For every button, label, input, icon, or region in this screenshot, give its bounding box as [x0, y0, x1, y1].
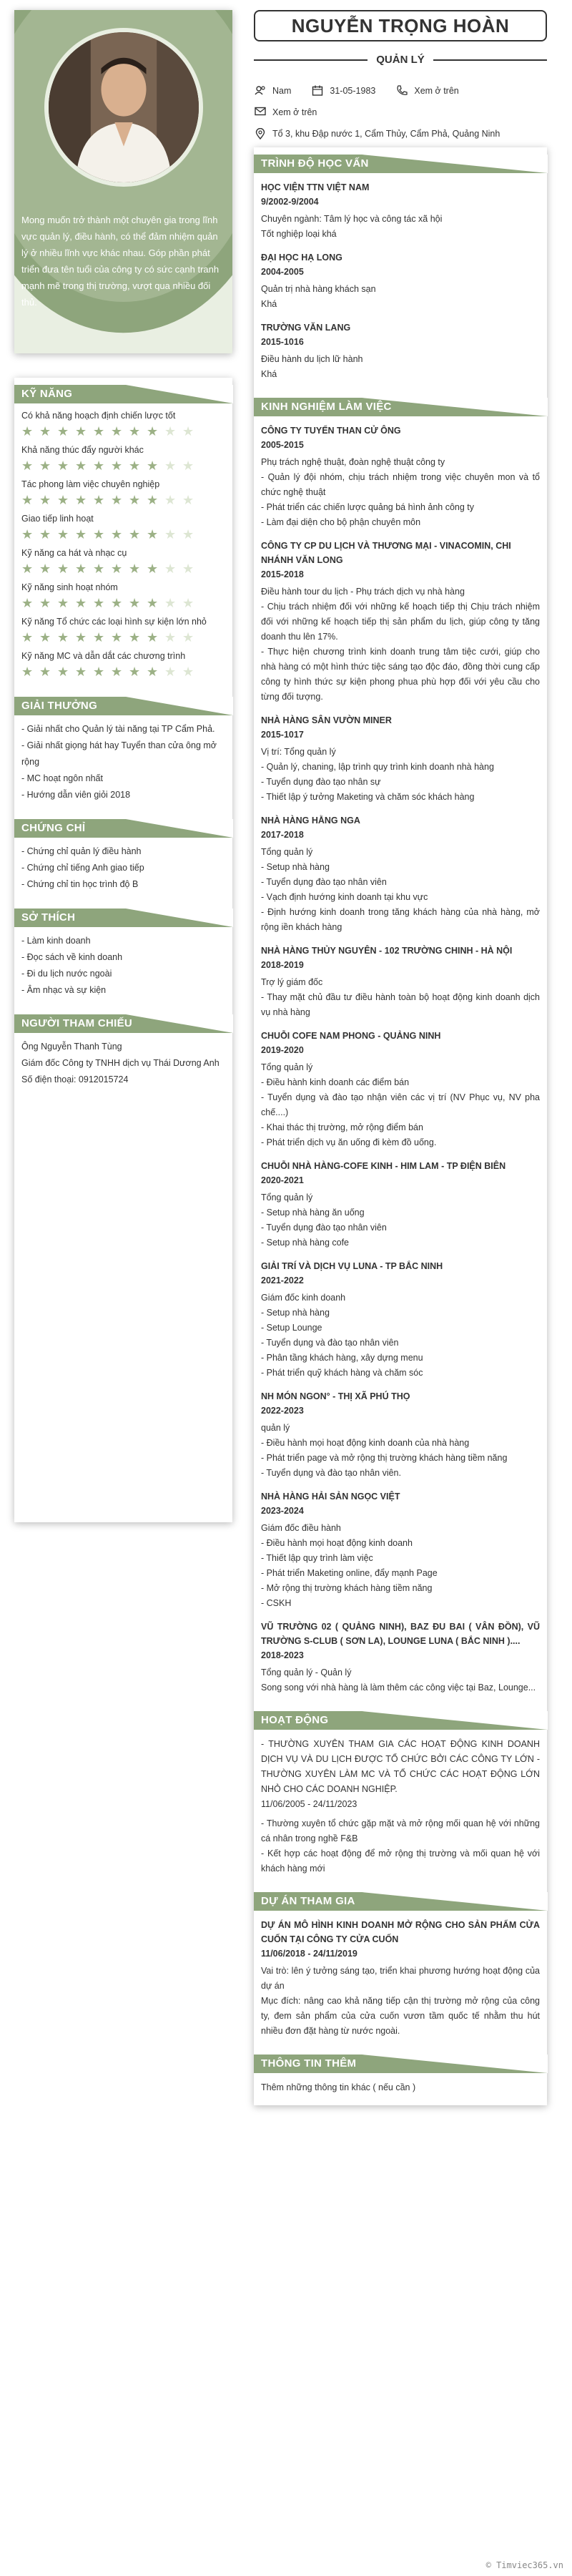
contact-row [254, 104, 547, 120]
certificate-item: - Chứng chỉ tiếng Anh giao tiếp [21, 863, 144, 873]
company-name: NHÀ HÀNG SÂN VƯỜN MINER [261, 715, 392, 725]
star-icon: ★ [182, 665, 194, 679]
star-icon: ★ [129, 459, 141, 473]
hobby-item: - Làm kinh doanh [21, 936, 91, 946]
experience-item [261, 1389, 540, 1481]
star-icon: ★ [57, 562, 69, 576]
job-detail: Vị trí: Tổng quản lý [261, 747, 336, 757]
activity-item: - Thường xuyên tổ chức gặp mặt và mở rộng mối quan hệ với những cá nhân trong nghề F&B [261, 1818, 540, 1843]
job-detail: Giám đốc kinh doanh [261, 1293, 346, 1303]
star-icon: ★ [129, 562, 141, 576]
school-period: 2004-2005 [261, 267, 304, 277]
star-icon: ★ [129, 424, 141, 439]
job-detail: Trợ lý giám đốc [261, 977, 323, 987]
skill-name: Kỹ năng ca hát và nhạc cụ [21, 548, 127, 558]
certificate-item: - Chứng chỉ quản lý điều hành [21, 846, 142, 856]
skills-heading: KỸ NĂNG [14, 385, 232, 403]
contact-row [254, 83, 547, 99]
skill-name: Tác phong làm việc chuyên nghiệp [21, 479, 160, 489]
star-icon: ★ [147, 596, 159, 610]
activity-item: - Kết hợp các hoạt động để mở rộng thị trường và mối quan hệ với khách hàng mới [261, 1848, 540, 1874]
star-icon: ★ [111, 562, 123, 576]
star-icon: ★ [93, 562, 105, 576]
job-detail: - Điều hành mọi hoạt động kinh doanh [261, 1538, 413, 1548]
reference-phone: Số điện thoại: 0912015724 [21, 1074, 129, 1084]
career-objective: Mong muốn trở thành một chuyên gia trong lĩnh vực quản lý, điều hành, có thể đảm nhiệm quản lý ở nhiều lĩnh vực khác nhau. Góp phần phát triển đưa tên tuổi của công ty có sức cạnh tranh mạnh mẽ trong thị trường, vượt qua nhiều đối thủ. [21, 215, 220, 308]
company-name: NH MÓN NGON° - THỊ XÃ PHÚ THỌ [261, 1391, 410, 1401]
star-icon: ★ [21, 665, 34, 679]
experience-item [261, 1489, 540, 1611]
project-name: DỰ ÁN MÔ HÌNH KINH DOANH MỞ RỘNG CHO SẢN PHẨM CỬA CUỐN TẠI CÔNG TY CỬA CUỐN [261, 1920, 540, 1944]
skill-name: Giao tiếp linh hoạt [21, 514, 94, 524]
hobby-item: - Đi du lịch nước ngoài [21, 969, 112, 979]
star-icon: ★ [164, 493, 177, 507]
profile-card [14, 10, 232, 353]
star-icon: ★ [75, 459, 87, 473]
school-name: ĐẠI HỌC HẠ LONG [261, 253, 342, 263]
star-icon: ★ [39, 527, 51, 542]
company-name: CHUỖI COFE NAM PHONG - QUẢNG NINH [261, 1031, 441, 1041]
awards-heading: GIẢI THƯỞNG [14, 697, 232, 715]
company-name: CÔNG TY TUYỂN THAN CỬ ÔNG [261, 426, 401, 436]
star-icon: ★ [164, 596, 177, 610]
company-name: CÔNG TY CP DU LỊCH VÀ THƯƠNG MẠI - VINACOMIN, CHI NHÁNH VĂN LONG [261, 541, 511, 565]
star-icon: ★ [182, 424, 194, 439]
star-icon: ★ [57, 665, 69, 679]
school-detail: Tốt nghiệp loại khá [261, 229, 337, 239]
job-detail: Phụ trách nghệ thuật, đoàn nghệ thuật công ty [261, 457, 445, 467]
skill-name: Khả năng thúc đẩy người khác [21, 445, 144, 455]
job-period: 2005-2015 [261, 440, 304, 450]
star-icon: ★ [39, 630, 51, 645]
star-icon: ★ [57, 493, 69, 507]
job-period: 2017-2018 [261, 830, 304, 840]
skill-name: Kỹ năng sinh hoạt nhóm [21, 582, 118, 592]
job-detail: - Phát triển các chiến lược quảng bá hình ảnh công ty [261, 502, 474, 512]
star-icon: ★ [93, 459, 105, 473]
star-icon: ★ [39, 424, 51, 439]
experience-heading: KINH NGHIỆM LÀM VIỆC [254, 398, 547, 416]
company-name: NHÀ HÀNG HẢI SẢN NGỌC VIỆT [261, 1492, 400, 1502]
job-detail: - Phân tầng khách hàng, xây dựng menu [261, 1353, 423, 1363]
star-icon: ★ [75, 493, 87, 507]
star-icon: ★ [57, 630, 69, 645]
address-value: Tổ 3, khu Đập nước 1, Cẩm Thủy, Cẩm Phả, Quảng Ninh [272, 129, 500, 139]
additional-heading: THÔNG TIN THÊM [254, 2055, 547, 2073]
star-icon: ★ [21, 596, 34, 610]
hobby-item: - Đọc sách về kinh doanh [21, 952, 123, 962]
job-detail: - Tuyển dụng và đào tạo nhận viên các vị trí (NV Phục vụ, NV pha chế....) [261, 1092, 540, 1117]
star-icon: ★ [111, 424, 123, 439]
school-period: 9/2002-9/2004 [261, 197, 319, 207]
job-detail: - Làm đại diện cho bộ phận chuyên môn [261, 517, 421, 527]
star-icon: ★ [39, 596, 51, 610]
star-icon: ★ [164, 459, 177, 473]
watermark: © Timviec365.vn [485, 2560, 563, 2570]
skill-rating [21, 631, 225, 644]
activity-period: 11/06/2005 - 24/11/2023 [261, 1799, 358, 1809]
education-heading: TRÌNH ĐỘ HỌC VẤN [254, 155, 547, 173]
star-icon: ★ [39, 665, 51, 679]
hobbies-list [21, 933, 225, 999]
school-detail: Quản trị nhà hàng khách sạn [261, 284, 376, 294]
star-icon: ★ [147, 630, 159, 645]
job-detail: - Setup nhà hàng [261, 1308, 330, 1318]
project-period: 11/06/2018 - 24/11/2019 [261, 1949, 358, 1959]
company-name: CHUỖI NHÀ HÀNG-COFE KINH - HIM LAM - TP ĐIỆN BIÊN [261, 1161, 506, 1171]
award-item: - Giải nhất giọng hát hay Tuyển than cửa ông mở rộng [21, 740, 217, 767]
job-detail: - Phát triển page và mở rộng thị trường khách hàng tiềm năng [261, 1453, 508, 1463]
job-detail: - Tuyển dụng và đào tạo nhân viên. [261, 1468, 401, 1478]
job-period: 2018-2023 [261, 1650, 304, 1660]
job-detail: - Điều hành mọi hoạt động kinh doanh của nhà hàng [261, 1438, 470, 1448]
school-detail: Chuyên ngành: Tâm lý học và công tác xã hội [261, 214, 443, 224]
star-icon: ★ [57, 527, 69, 542]
skill-rating [21, 459, 225, 472]
references-heading: NGƯỜI THAM CHIẾU [14, 1014, 232, 1033]
contact-info [254, 83, 547, 142]
experience-item [261, 1259, 540, 1381]
job-detail: - Quản lý, chaning, lập trình quy trình kinh doanh nhà hàng [261, 762, 494, 772]
star-icon: ★ [147, 665, 159, 679]
project-purpose: Mục đích: nâng cao khả năng tiếp cận thị trường mở rộng của công ty, đem sản phẩm của cửa cuốn vươn tầm quốc tế nhằm thu hút nhiều đơn đặt hàng từ nước ngoài. [261, 1996, 540, 2036]
certificates-list [21, 843, 225, 893]
location-icon [254, 128, 267, 139]
hobbies-heading: SỞ THÍCH [14, 909, 232, 927]
phone-icon [395, 85, 408, 97]
job-detail: - Quản lý đội nhóm, chịu trách nhiệm trong việc chuyên mon và tổ chức nghệ thuật [261, 472, 540, 497]
school-name: HỌC VIỆN TTN VIỆT NAM [261, 182, 370, 192]
job-detail: - Thiết lập quy trình làm việc [261, 1553, 373, 1563]
job-period: 2020-2021 [261, 1175, 304, 1185]
star-icon: ★ [21, 493, 34, 507]
star-icon: ★ [75, 630, 87, 645]
avatar-photo [49, 32, 199, 182]
star-icon: ★ [21, 459, 34, 473]
star-icon: ★ [164, 424, 177, 439]
star-icon: ★ [147, 527, 159, 542]
company-name: GIẢI TRÍ VÀ DỊCH VỤ LUNA - TP BẮC NINH [261, 1261, 443, 1271]
star-icon: ★ [75, 527, 87, 542]
awards-list [21, 721, 225, 803]
gender [254, 83, 291, 99]
star-icon: ★ [93, 665, 105, 679]
job-detail: - Setup nhà hàng ăn uống [261, 1208, 365, 1218]
job-detail: Song song với nhà hàng là làm thêm các công việc tại Baz, Lounge... [261, 1683, 536, 1693]
job-detail: - Thực hiện chương trình kinh doanh trung tâm tiệc cưới, giúp cho nhà hàng có một hình thức tiệc sáng tạo độc đáo, đồng thời cung cấp công ty hình thức sự kiện phong phua phù hợp đối với yêu cầu cho từng đối tượng. [261, 647, 540, 702]
skill-item [21, 615, 225, 644]
star-icon: ★ [39, 459, 51, 473]
experience-item [261, 423, 540, 530]
avatar [44, 28, 203, 187]
gender-icon [254, 85, 267, 97]
skill-name: Kỹ năng MC và dẫn dắt các chương trình [21, 651, 186, 661]
star-icon: ★ [57, 596, 69, 610]
star-icon: ★ [75, 665, 87, 679]
star-icon: ★ [147, 493, 159, 507]
job-detail: - Tuyển dụng đào tạo nhân viên [261, 1223, 387, 1233]
company-name: NHÀ HÀNG THỦY NGUYÊN - 102 TRƯỜNG CHINH - HÀ NỘI [261, 946, 513, 956]
experience-item [261, 813, 540, 935]
star-icon: ★ [182, 630, 194, 645]
email-value: Xem ở trên [272, 107, 317, 117]
star-icon: ★ [164, 527, 177, 542]
activities-heading: HOẠT ĐỘNG [254, 1711, 547, 1730]
skill-rating [21, 528, 225, 541]
award-item: - Hướng dẫn viên giỏi 2018 [21, 790, 131, 800]
hobby-item: - Âm nhạc và sự kiện [21, 985, 107, 995]
job-detail: Giám đốc điều hành [261, 1523, 341, 1533]
position-line [254, 50, 547, 70]
star-icon: ★ [93, 596, 105, 610]
company-name: VŨ TRƯỜNG 02 ( QUẢNG NINH), BAZ ĐU BAI ( VÂN ĐỒN), VŨ TRƯỜNG S-CLUB ( SƠN LA), LOUNGE LUNA ( BẮC NINH ).... [261, 1622, 540, 1646]
star-icon: ★ [57, 424, 69, 439]
job-detail: Tổng quản lý [261, 1062, 313, 1072]
award-item: - Giải nhất cho Quản lý tài năng tại TP Cẩm Phả. [21, 724, 215, 734]
skill-item [21, 650, 225, 678]
sidebar-info [14, 378, 232, 1522]
job-detail: - Định hướng kinh doanh trong tăng khách hàng của nhà hàng, mở rộng iền khách hàng [261, 907, 540, 932]
star-icon: ★ [182, 562, 194, 576]
star-icon: ★ [111, 596, 123, 610]
star-icon: ★ [147, 459, 159, 473]
star-icon: ★ [111, 527, 123, 542]
job-period: 2015-1017 [261, 730, 304, 740]
education-item [261, 180, 540, 242]
school-period: 2015-1016 [261, 337, 304, 347]
skill-item [21, 512, 225, 541]
skill-name: Kỹ năng Tổ chức các loại hình sự kiện lớn nhỏ [21, 617, 207, 627]
star-icon: ★ [111, 493, 123, 507]
skill-item [21, 478, 225, 506]
job-detail: - Thay mặt chủ đầu tư điều hành toàn bộ hoạt động kinh doanh dịch vụ nhà hàng [261, 992, 540, 1017]
job-detail: - Phát triển quỹ khách hàng và chăm sóc [261, 1368, 423, 1378]
project-item [254, 1918, 547, 2039]
job-detail: - Phát triển Maketing online, đẩy mạnh Page [261, 1568, 438, 1578]
job-period: 2021-2022 [261, 1275, 304, 1285]
education-item [261, 250, 540, 312]
star-icon: ★ [111, 630, 123, 645]
star-icon: ★ [39, 493, 51, 507]
experience-item [261, 1159, 540, 1250]
job-detail: - Tuyển dụng đào tạo nhân viên [261, 877, 387, 887]
job-period: 2018-2019 [261, 960, 304, 970]
skill-rating [21, 597, 225, 609]
reference-name: Ông Nguyễn Thanh Tùng [21, 1042, 122, 1052]
star-icon: ★ [21, 527, 34, 542]
star-icon: ★ [164, 630, 177, 645]
job-period: 2022-2023 [261, 1406, 304, 1416]
job-detail: - CSKH [261, 1598, 292, 1608]
star-icon: ★ [182, 527, 194, 542]
job-detail: Tổng quản lý - Quản lý [261, 1667, 352, 1678]
references-list [21, 1039, 225, 1088]
activity-summary: - THƯỜNG XUYÊN THAM GIA CÁC HOẠT ĐỘNG KINH DOANH DỊCH VỤ VÀ DU LỊCH ĐƯỢC TỔ CHỨC BỞI CÁC CÔNG TY LỚN - THƯỜNG XUYÊN LÀM MC VÀ TỔ CHỨC CÁC HOẠT ĐỘNG LỚN NHỎ CHO CÁC DOANH NGHIỆP. [261, 1739, 540, 1794]
star-icon: ★ [75, 596, 87, 610]
phone-value: Xem ở trên [414, 86, 459, 96]
skill-item [21, 547, 225, 575]
star-icon: ★ [21, 562, 34, 576]
experience-item [261, 713, 540, 805]
date-of-birth [311, 83, 375, 99]
certificate-item: - Chứng chỉ tin học trình độ B [21, 879, 139, 889]
star-icon: ★ [21, 424, 34, 439]
job-detail: quản lý [261, 1423, 290, 1433]
experience-item [261, 1620, 540, 1695]
award-item: - MC hoạt ngôn nhất [21, 773, 103, 783]
additional-info [254, 2080, 547, 2095]
phone [395, 83, 458, 99]
job-detail: - Điều hành kinh doanh các điểm bán [261, 1077, 410, 1087]
star-icon: ★ [182, 459, 194, 473]
projects-heading: DỰ ÁN THAM GIA [254, 1892, 547, 1911]
star-icon: ★ [93, 630, 105, 645]
star-icon: ★ [75, 562, 87, 576]
school-detail: Khá [261, 299, 277, 309]
education-item [261, 320, 540, 382]
skill-name: Có khả năng hoạch định chiến lược tốt [21, 411, 176, 421]
dob-value: 31-05-1983 [330, 86, 376, 96]
experience-item [261, 539, 540, 705]
job-period: 2023-2024 [261, 1506, 304, 1516]
star-icon: ★ [93, 424, 105, 439]
job-detail: - Chịu trách nhiệm đối với những kế hoạch tiếp thị Chịu trách nhiệm đối với những kế hoạch tiếp thị sản phẩm du lịch, giúp công ty tăng doanh thu lên 17%. [261, 602, 540, 642]
job-detail: Tổng quản lý [261, 847, 313, 857]
skill-rating [21, 494, 225, 506]
star-icon: ★ [111, 459, 123, 473]
email-icon [254, 107, 267, 118]
additional-text: Thêm những thông tin khác ( nếu cần ) [261, 2082, 416, 2092]
job-detail: - Tuyển dụng và đào tạo nhân viên [261, 1338, 399, 1348]
company-name: NHÀ HÀNG HẰNG NGA [261, 816, 360, 826]
job-detail: - Tuyển dụng đào tạo nhân sự [261, 777, 381, 787]
email [254, 104, 317, 120]
right-content [254, 147, 547, 2105]
star-icon: ★ [147, 562, 159, 576]
skill-rating [21, 665, 225, 678]
activities-list [254, 1737, 547, 1876]
skill-rating [21, 425, 225, 438]
reference-title: Giám đốc Công ty TNHH dịch vụ Thái Dương Anh [21, 1058, 220, 1068]
star-icon: ★ [21, 630, 34, 645]
star-icon: ★ [164, 562, 177, 576]
job-period: 2019-2020 [261, 1045, 304, 1055]
address [254, 126, 500, 142]
job-detail: - Mở rộng thị trường khách hàng tiềm năng [261, 1583, 433, 1593]
skill-item [21, 444, 225, 472]
job-detail: Điều hành tour du lịch - Phụ trách dịch vụ nhà hàng [261, 587, 465, 597]
certificates-heading: CHỨNG CHỈ [14, 819, 232, 838]
star-icon: ★ [129, 665, 141, 679]
job-detail: - Thiết lập ý tưởng Maketing và chăm sóc khách hàng [261, 792, 475, 802]
star-icon: ★ [39, 562, 51, 576]
star-icon: ★ [129, 596, 141, 610]
contact-row [254, 126, 547, 142]
star-icon: ★ [182, 596, 194, 610]
skill-item [21, 409, 225, 438]
star-icon: ★ [129, 630, 141, 645]
gender-value: Nam [272, 86, 292, 96]
skills-list [21, 409, 225, 678]
skill-item [21, 581, 225, 609]
experience-list [254, 423, 547, 1695]
school-name: TRƯỜNG VĂN LANG [261, 323, 351, 333]
job-detail: - Setup nhà hàng cofe [261, 1238, 350, 1248]
job-detail: - Phát triển dịch vụ ăn uống đi kèm đồ uống. [261, 1137, 437, 1147]
school-detail: Khá [261, 369, 277, 379]
school-detail: Điều hành du lịch lữ hành [261, 354, 363, 364]
job-detail: - Khai thác thị trường, mở rộng điểm bán [261, 1122, 423, 1132]
education-list [254, 180, 547, 382]
star-icon: ★ [164, 665, 177, 679]
candidate-name: NGUYỄN TRỌNG HOÀN [254, 10, 547, 41]
project-role: Vai trò: lên ý tưởng sáng tạo, triển khai phương hướng hoạt động của dự án [261, 1966, 540, 1991]
star-icon: ★ [182, 493, 194, 507]
star-icon: ★ [111, 665, 123, 679]
job-detail: - Setup Lounge [261, 1323, 322, 1333]
star-icon: ★ [147, 424, 159, 439]
skill-rating [21, 562, 225, 575]
star-icon: ★ [75, 424, 87, 439]
star-icon: ★ [129, 493, 141, 507]
job-detail: - Setup nhà hàng [261, 862, 330, 872]
candidate-position: QUẢN LÝ [368, 54, 433, 66]
job-period: 2015-2018 [261, 569, 304, 579]
experience-item [261, 1029, 540, 1150]
star-icon: ★ [129, 527, 141, 542]
job-detail: Tổng quản lý [261, 1192, 313, 1203]
star-icon: ★ [57, 459, 69, 473]
experience-item [261, 944, 540, 1020]
star-icon: ★ [93, 493, 105, 507]
star-icon: ★ [93, 527, 105, 542]
job-detail: - Vạch định hướng kinh doanh tại khu vực [261, 892, 428, 902]
calendar-icon [311, 85, 324, 97]
